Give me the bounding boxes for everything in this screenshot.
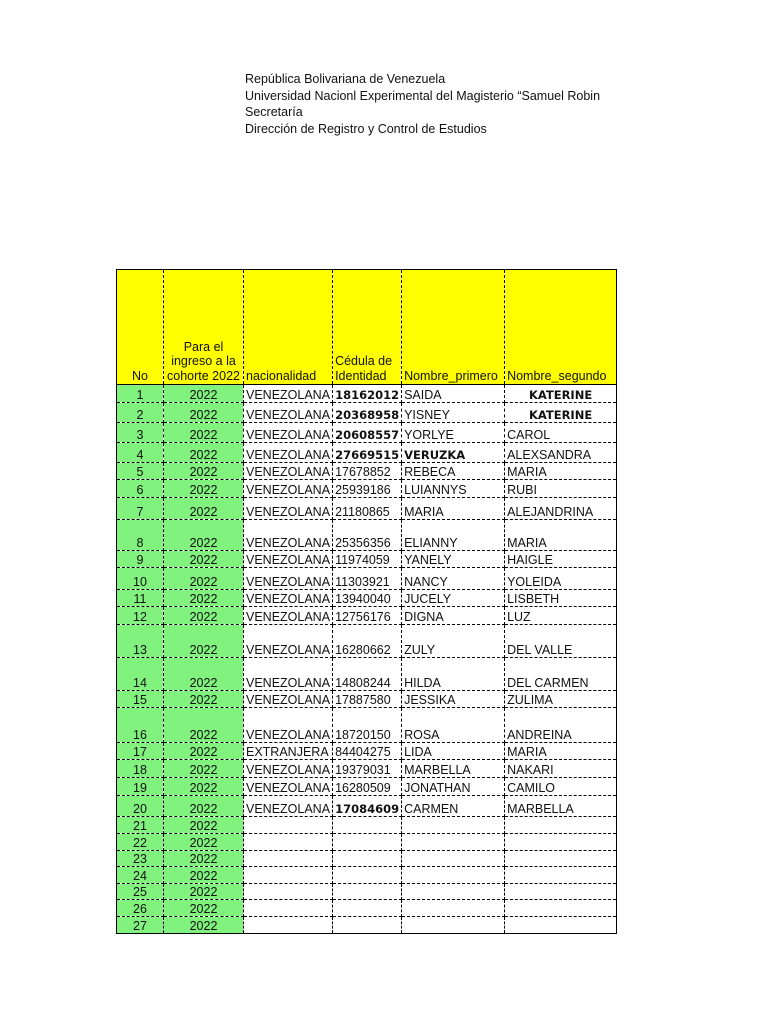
cell-second-name[interactable]: ALEXSANDRA <box>505 443 617 463</box>
col-header-first-name[interactable]: Nombre_primero <box>402 270 505 385</box>
document-header <box>245 71 603 137</box>
col-header-nationality[interactable]: nacionalidad <box>244 270 333 385</box>
cell-nationality[interactable]: VENEZOLANA <box>244 691 333 708</box>
cell-no[interactable]: 22 <box>117 834 164 851</box>
col-header-id-line1: Cédula de <box>335 354 393 368</box>
cell-second-name[interactable]: MARIA <box>505 520 617 551</box>
table-row <box>117 743 617 760</box>
cell-first-name[interactable]: ZULY <box>402 625 505 658</box>
cell-cohort[interactable]: 2022 <box>164 423 244 443</box>
cell-id[interactable]: 84404275 <box>333 743 402 760</box>
cell-second-name[interactable]: RUBI <box>505 480 617 498</box>
cell-second-name[interactable]: LISBETH <box>505 590 617 607</box>
cell-second-name[interactable]: ANDREINA <box>505 708 617 743</box>
col-header-id-line2: Identidad <box>335 368 387 383</box>
cell-id[interactable]: 20608557 <box>333 423 402 443</box>
cell-second-name[interactable]: NAKARI <box>505 760 617 778</box>
cell-nationality[interactable] <box>244 900 333 917</box>
cell-nationality[interactable] <box>244 834 333 851</box>
table-row <box>117 796 617 817</box>
header-line-secretary: Secretaría <box>245 105 303 120</box>
cell-first-name[interactable]: DIGNA <box>402 607 505 625</box>
cell-second-name[interactable]: KATERINE <box>505 403 617 423</box>
cell-cohort[interactable]: 2022 <box>164 834 244 851</box>
cell-first-name[interactable] <box>402 867 505 884</box>
cell-id[interactable]: 14808244 <box>333 658 402 691</box>
cell-first-name[interactable] <box>402 817 505 834</box>
cell-second-name[interactable]: DEL VALLE <box>505 625 617 658</box>
cell-first-name[interactable]: JONATHAN <box>402 778 505 796</box>
cell-nationality[interactable] <box>244 817 333 834</box>
cell-id[interactable]: 19379031 <box>333 760 402 778</box>
cell-nationality[interactable] <box>244 867 333 884</box>
cell-cohort[interactable]: 2022 <box>164 463 244 480</box>
cell-no[interactable]: 20 <box>117 796 164 817</box>
cell-cohort[interactable]: 2022 <box>164 443 244 463</box>
table-row <box>117 443 617 463</box>
cell-first-name[interactable]: CARMEN <box>402 796 505 817</box>
table-header-row <box>117 270 617 385</box>
cell-second-name[interactable] <box>505 851 617 867</box>
cell-id[interactable]: 25356356 <box>333 520 402 551</box>
cell-nationality[interactable]: VENEZOLANA <box>244 607 333 625</box>
cell-no[interactable]: 2 <box>117 403 164 423</box>
cell-first-name[interactable]: LIDA <box>402 743 505 760</box>
cell-nationality[interactable]: VENEZOLANA <box>244 760 333 778</box>
cell-no[interactable]: 3 <box>117 423 164 443</box>
cell-nationality[interactable]: VENEZOLANA <box>244 796 333 817</box>
col-header-cohort-line3: cohorte 2022 <box>167 368 240 383</box>
cell-nationality[interactable]: VENEZOLANA <box>244 568 333 590</box>
cell-nationality[interactable]: VENEZOLANA <box>244 423 333 443</box>
cell-id[interactable] <box>333 917 402 934</box>
table-row <box>117 607 617 625</box>
cell-id[interactable]: 27669515 <box>333 443 402 463</box>
cell-no[interactable]: 17 <box>117 743 164 760</box>
cell-cohort[interactable]: 2022 <box>164 551 244 568</box>
col-header-id[interactable] <box>333 270 402 385</box>
cell-no[interactable]: 24 <box>117 867 164 884</box>
cell-second-name[interactable] <box>505 917 617 934</box>
cell-first-name[interactable] <box>402 917 505 934</box>
cell-no[interactable]: 11 <box>117 590 164 607</box>
cell-no[interactable]: 7 <box>117 498 164 520</box>
cell-nationality[interactable]: VENEZOLANA <box>244 463 333 480</box>
cell-first-name[interactable] <box>402 900 505 917</box>
cell-id[interactable]: 11303921 <box>333 568 402 590</box>
cell-second-name[interactable] <box>505 834 617 851</box>
cell-no[interactable]: 9 <box>117 551 164 568</box>
cell-no[interactable]: 15 <box>117 691 164 708</box>
table-row <box>117 463 617 480</box>
cell-first-name[interactable]: NANCY <box>402 568 505 590</box>
cell-id[interactable] <box>333 900 402 917</box>
table-row <box>117 708 617 743</box>
cell-nationality[interactable]: VENEZOLANA <box>244 551 333 568</box>
cell-id[interactable]: 12756176 <box>333 607 402 625</box>
cell-cohort[interactable]: 2022 <box>164 851 244 867</box>
cell-cohort[interactable]: 2022 <box>164 625 244 658</box>
cell-second-name[interactable]: YOLEIDA <box>505 568 617 590</box>
cell-no[interactable]: 14 <box>117 658 164 691</box>
cell-nationality[interactable]: VENEZOLANA <box>244 480 333 498</box>
cell-nationality[interactable]: VENEZOLANA <box>244 778 333 796</box>
cell-id[interactable]: 17084609 <box>333 796 402 817</box>
table-row <box>117 480 617 498</box>
cell-second-name[interactable]: CAMILO <box>505 778 617 796</box>
cell-id[interactable]: 13940040 <box>333 590 402 607</box>
cell-cohort[interactable]: 2022 <box>164 498 244 520</box>
cell-second-name[interactable]: HAIGLE <box>505 551 617 568</box>
cell-id[interactable]: 16280509 <box>333 778 402 796</box>
cell-nationality[interactable]: VENEZOLANA <box>244 385 333 403</box>
table-row <box>117 917 617 934</box>
cell-id[interactable] <box>333 884 402 900</box>
cell-cohort[interactable]: 2022 <box>164 778 244 796</box>
cell-first-name[interactable]: SAIDA <box>402 385 505 403</box>
cell-cohort[interactable]: 2022 <box>164 403 244 423</box>
cell-no[interactable]: 21 <box>117 817 164 834</box>
cell-cohort[interactable]: 2022 <box>164 760 244 778</box>
cell-cohort[interactable]: 2022 <box>164 568 244 590</box>
col-header-cohort-line2: ingreso a la <box>171 354 236 368</box>
cell-id[interactable]: 16280662 <box>333 625 402 658</box>
header-line-university: Universidad Nacionl Experimental del Magisterio “Samuel Robin <box>245 88 601 103</box>
cell-second-name[interactable]: MARIA <box>505 463 617 480</box>
table-row <box>117 867 617 884</box>
cell-nationality[interactable]: VENEZOLANA <box>244 443 333 463</box>
table-row <box>117 900 617 917</box>
header-line-republic: República Bolivariana de Venezuela <box>245 72 446 86</box>
table-row <box>117 851 617 867</box>
cell-cohort[interactable]: 2022 <box>164 917 244 934</box>
table-row <box>117 658 617 691</box>
cell-second-name[interactable] <box>505 817 617 834</box>
cell-second-name[interactable]: CAROL <box>505 423 617 443</box>
cell-no[interactable]: 5 <box>117 463 164 480</box>
cell-id[interactable]: 20368958 <box>333 403 402 423</box>
cell-first-name[interactable]: ROSA <box>402 708 505 743</box>
cell-id[interactable]: 25939186 <box>333 480 402 498</box>
cell-second-name[interactable]: ALEJANDRINA <box>505 498 617 520</box>
cell-no[interactable]: 10 <box>117 568 164 590</box>
table-row <box>117 590 617 607</box>
cell-no[interactable]: 8 <box>117 520 164 551</box>
cell-no[interactable]: 23 <box>117 851 164 867</box>
cell-id[interactable] <box>333 867 402 884</box>
cell-id[interactable]: 18162012 <box>333 385 402 403</box>
cell-cohort[interactable]: 2022 <box>164 743 244 760</box>
col-header-no[interactable]: No <box>117 270 164 385</box>
cell-first-name[interactable]: YORLYE <box>402 423 505 443</box>
cell-no[interactable]: 25 <box>117 884 164 900</box>
cell-first-name[interactable]: HILDA <box>402 658 505 691</box>
cell-cohort[interactable]: 2022 <box>164 900 244 917</box>
header-line-registry: Dirección de Registro y Control de Estudios <box>245 121 487 136</box>
cell-id[interactable] <box>333 817 402 834</box>
table-row <box>117 817 617 834</box>
cell-first-name[interactable]: MARIA <box>402 498 505 520</box>
cell-cohort[interactable]: 2022 <box>164 658 244 691</box>
cell-nationality[interactable] <box>244 851 333 867</box>
table-row <box>117 385 617 403</box>
table-row <box>117 760 617 778</box>
cell-first-name[interactable]: REBECA <box>402 463 505 480</box>
cell-nationality[interactable]: VENEZOLANA <box>244 658 333 691</box>
col-header-cohort[interactable] <box>164 270 244 385</box>
cell-second-name[interactable] <box>505 884 617 900</box>
cell-second-name[interactable]: KATERINE <box>505 385 617 403</box>
table-row <box>117 884 617 900</box>
cell-first-name[interactable]: ELIANNY <box>402 520 505 551</box>
cell-nationality[interactable]: VENEZOLANA <box>244 590 333 607</box>
cell-first-name[interactable]: YISNEY <box>402 403 505 423</box>
cell-first-name[interactable] <box>402 884 505 900</box>
cell-no[interactable]: 6 <box>117 480 164 498</box>
table-row <box>117 568 617 590</box>
cell-no[interactable]: 13 <box>117 625 164 658</box>
cell-no[interactable]: 27 <box>117 917 164 934</box>
cell-second-name[interactable] <box>505 867 617 884</box>
table-row <box>117 834 617 851</box>
table-row <box>117 520 617 551</box>
cell-cohort[interactable]: 2022 <box>164 817 244 834</box>
cell-cohort[interactable]: 2022 <box>164 385 244 403</box>
col-header-second-name[interactable]: Nombre_segundo <box>505 270 617 385</box>
cell-no[interactable]: 26 <box>117 900 164 917</box>
cell-no[interactable]: 1 <box>117 385 164 403</box>
table-row <box>117 403 617 423</box>
cell-second-name[interactable] <box>505 900 617 917</box>
cell-nationality[interactable]: VENEZOLANA <box>244 520 333 551</box>
cell-second-name[interactable]: MARIA <box>505 743 617 760</box>
cell-cohort[interactable]: 2022 <box>164 590 244 607</box>
table-row <box>117 551 617 568</box>
cell-id[interactable]: 11974059 <box>333 551 402 568</box>
cell-cohort[interactable]: 2022 <box>164 796 244 817</box>
cell-cohort[interactable]: 2022 <box>164 691 244 708</box>
cell-nationality[interactable] <box>244 917 333 934</box>
cell-no[interactable]: 19 <box>117 778 164 796</box>
cell-cohort[interactable]: 2022 <box>164 520 244 551</box>
cell-first-name[interactable] <box>402 834 505 851</box>
cell-second-name[interactable]: MARBELLA <box>505 796 617 817</box>
student-table <box>116 269 617 934</box>
cell-no[interactable]: 16 <box>117 708 164 743</box>
cell-first-name[interactable]: LUIANNYS <box>402 480 505 498</box>
table-row <box>117 423 617 443</box>
cell-id[interactable]: 17887580 <box>333 691 402 708</box>
cell-id[interactable]: 17678852 <box>333 463 402 480</box>
cell-no[interactable]: 12 <box>117 607 164 625</box>
cell-first-name[interactable]: JUCELY <box>402 590 505 607</box>
cell-no[interactable]: 4 <box>117 443 164 463</box>
cell-cohort[interactable]: 2022 <box>164 708 244 743</box>
cell-nationality[interactable]: EXTRANJERA <box>244 743 333 760</box>
cell-id[interactable] <box>333 834 402 851</box>
cell-cohort[interactable]: 2022 <box>164 480 244 498</box>
cell-cohort[interactable]: 2022 <box>164 607 244 625</box>
cell-id[interactable]: 18720150 <box>333 708 402 743</box>
cell-id[interactable]: 21180865 <box>333 498 402 520</box>
cell-first-name[interactable]: VERUZKA <box>402 443 505 463</box>
cell-first-name[interactable]: JESSIKA <box>402 691 505 708</box>
table-row <box>117 691 617 708</box>
cell-nationality[interactable]: VENEZOLANA <box>244 498 333 520</box>
cell-first-name[interactable]: MARBELLA <box>402 760 505 778</box>
table-row <box>117 625 617 658</box>
cell-no[interactable]: 18 <box>117 760 164 778</box>
cell-nationality[interactable]: VENEZOLANA <box>244 625 333 658</box>
cell-nationality[interactable]: VENEZOLANA <box>244 708 333 743</box>
cell-second-name[interactable]: DEL CARMEN <box>505 658 617 691</box>
cell-nationality[interactable]: VENEZOLANA <box>244 403 333 423</box>
cell-second-name[interactable]: ZULIMA <box>505 691 617 708</box>
cell-first-name[interactable] <box>402 851 505 867</box>
col-header-cohort-line1: Para el <box>183 339 224 354</box>
cell-nationality[interactable] <box>244 884 333 900</box>
cell-second-name[interactable]: LUZ <box>505 607 617 625</box>
cell-id[interactable] <box>333 851 402 867</box>
cell-cohort[interactable]: 2022 <box>164 884 244 900</box>
table-row <box>117 778 617 796</box>
cell-first-name[interactable]: YANELY <box>402 551 505 568</box>
cell-cohort[interactable]: 2022 <box>164 867 244 884</box>
table-row <box>117 498 617 520</box>
